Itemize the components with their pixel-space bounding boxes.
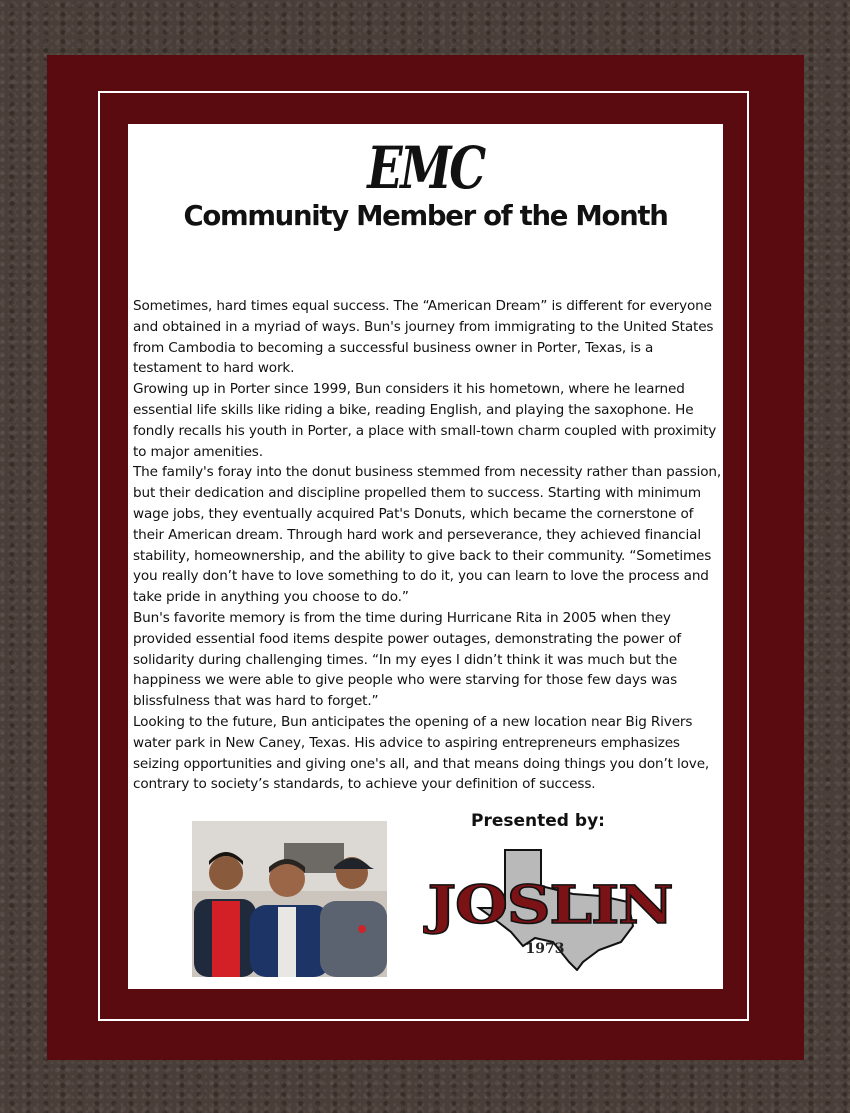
brand-title: EMC [367,134,484,202]
logo-wordmark: JOSLIN [423,875,673,936]
article-paragraph: Bun's favorite memory is from the time during Hurricane Rita in 2005 when they provided essential food items despite power outages, demonstrating the power of solidarity during challenging times. “In my eyes I didn’t think it was much but the happiness we were able to give people who were starving for those few days was blissfulness that was hard to forget.” [133,609,682,710]
group-photo [192,821,387,977]
article-paragraph: Sometimes, hard times equal success. The “American Dream” is different for everyone and obtained in a myriad of ways. Bun's journey from immigrating to the United States from Cambodia to becoming a successful business owner in Porter, Texas, is a testament to hard work. [133,298,714,377]
article-paragraph: Looking to the future, Bun anticipates the opening of a new location near Big Rivers water park in New Caney, Texas. His advice to aspiring entrepreneurs emphasizes seizing opportunities and giving one's all, and that means doing things you don’t love, contrary to society’s standards, to achieve your definition of success. [133,713,710,793]
presented-by-label: Presented by: [471,811,605,831]
logo-year: 1973 [525,941,565,957]
texas-state-logo-image [423,846,678,971]
page-title: Community Member of the Month [183,200,668,232]
maroon-frame [47,55,804,1060]
group-photo-illustration [192,821,387,977]
article-paragraph: The family's foray into the donut business stemmed from necessity rather than passion, but their dedication and discipline propelled them to success. Starting with minimum wage jobs, they eventually acquired Pat's Donuts, which became the cornerstone of their American dream. Through hard work and perseverance, they achieved financial stability, homeownership, and the ability to give back to their community. “Sometimes you really don’t have to love something to do it, you can learn to love the process and take pride in anything you choose to do.” [133,464,722,606]
article-paragraph: Growing up in Porter since 1999, Bun considers it his hometown, where he learned essential life skills like riding a bike, reading English, and playing the saxophone. He fondly recalls his youth in Porter, a place with small-town charm coupled with proximity to major amenities. [133,381,717,460]
joslin-logo [423,846,678,971]
content-panel [128,124,723,989]
article-body [133,296,725,795]
